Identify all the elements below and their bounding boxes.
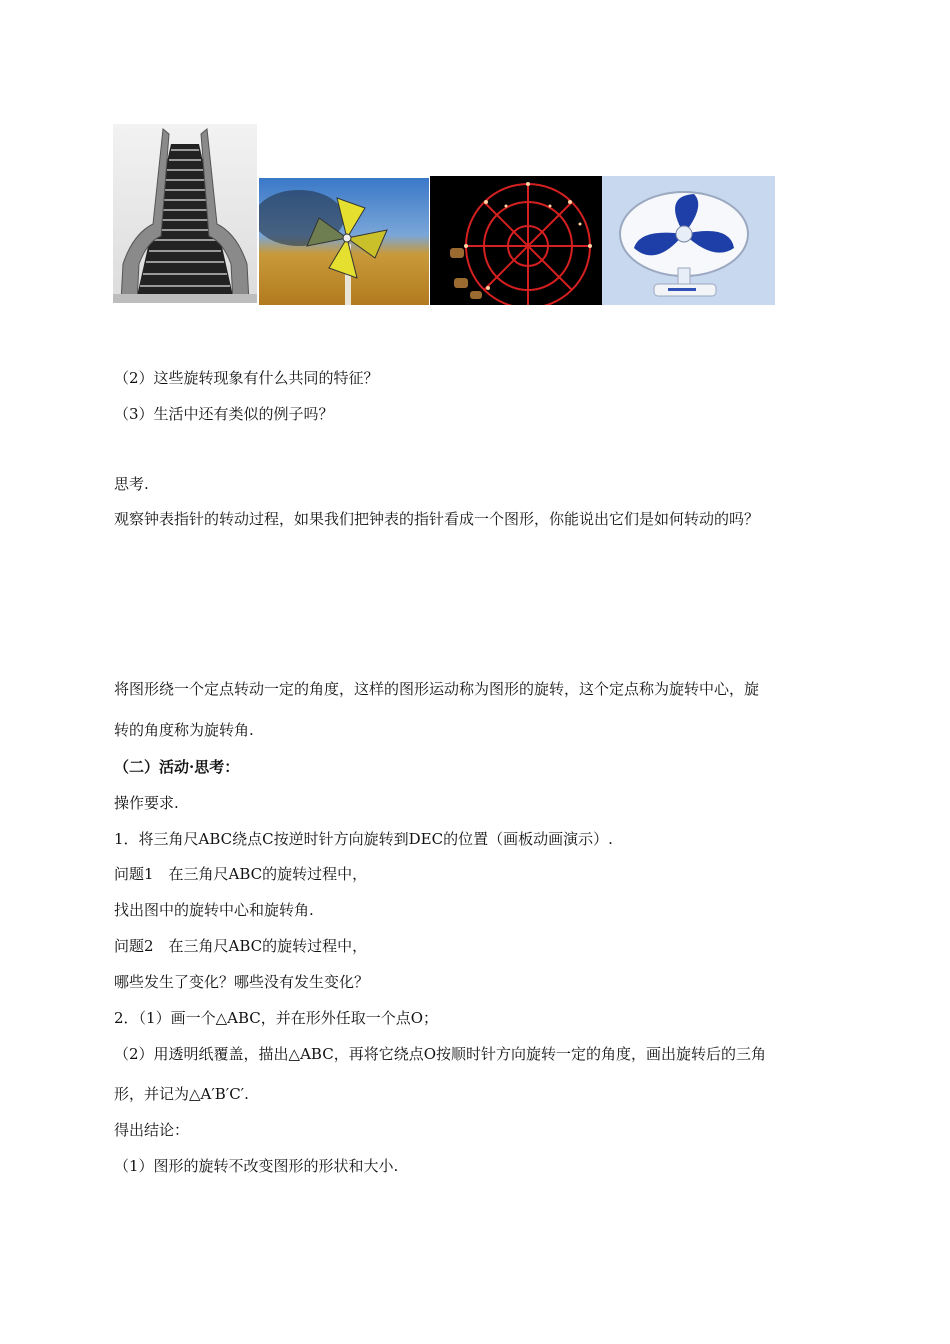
ferris-wheel-photo-icon bbox=[430, 176, 602, 305]
operation-requirements: 操作要求. bbox=[114, 794, 179, 812]
conclusion-1: （1）图形的旋转不改变图形的形状和大小. bbox=[114, 1157, 399, 1175]
item-2-2-a: （2）用透明纸覆盖，描出△ABC，再将它绕点O按顺时针方向旋转一定的角度，画出旋转后的三角 bbox=[114, 1045, 766, 1063]
pinwheel-photo-icon bbox=[259, 178, 429, 305]
definition-line-1: 将图形绕一个定点转动一定的角度，这样的图形运动称为图形的旋转，这个定点称为旋转中心，旋 bbox=[114, 680, 760, 698]
activity-heading: （二）活动·思考： bbox=[114, 758, 240, 776]
think-heading: 思考. bbox=[114, 475, 149, 493]
problem-2-b: 哪些发生了变化？哪些没有发生变化？ bbox=[114, 973, 370, 991]
conclusion-heading: 得出结论： bbox=[114, 1121, 190, 1139]
item-2-2-b: 形，并记为△A′B′C′. bbox=[114, 1085, 249, 1103]
question-2: （2）这些旋转现象有什么共同的特征？ bbox=[114, 369, 379, 387]
electric-fan-image bbox=[602, 176, 775, 305]
definition-line-2: 转的角度称为旋转角. bbox=[114, 721, 254, 739]
problem-1-b: 找出图中的旋转中心和旋转角. bbox=[114, 901, 314, 919]
escalator-photo-icon bbox=[113, 124, 257, 303]
ferris-wheel-image bbox=[430, 176, 602, 305]
pinwheel-image bbox=[259, 178, 429, 305]
item-1: 1．将三角尺ABC绕点C按逆时针方向旋转到DEC的位置（画板动画演示）. bbox=[114, 830, 613, 848]
escalator-image bbox=[113, 124, 257, 303]
problem-1-a: 问题1 在三角尺ABC的旋转过程中， bbox=[114, 865, 368, 883]
think-text: 观察钟表指针的转动过程，如果我们把钟表的指针看成一个图形，你能说出它们是如何转动的吗？ bbox=[114, 510, 760, 528]
question-3: （3）生活中还有类似的例子吗？ bbox=[114, 405, 334, 423]
problem-2-a: 问题2 在三角尺ABC的旋转过程中， bbox=[114, 937, 368, 955]
item-2-1: 2．（1）画一个△ABC，并在形外任取一个点O； bbox=[114, 1009, 439, 1027]
fan-illustration-icon bbox=[602, 176, 775, 305]
